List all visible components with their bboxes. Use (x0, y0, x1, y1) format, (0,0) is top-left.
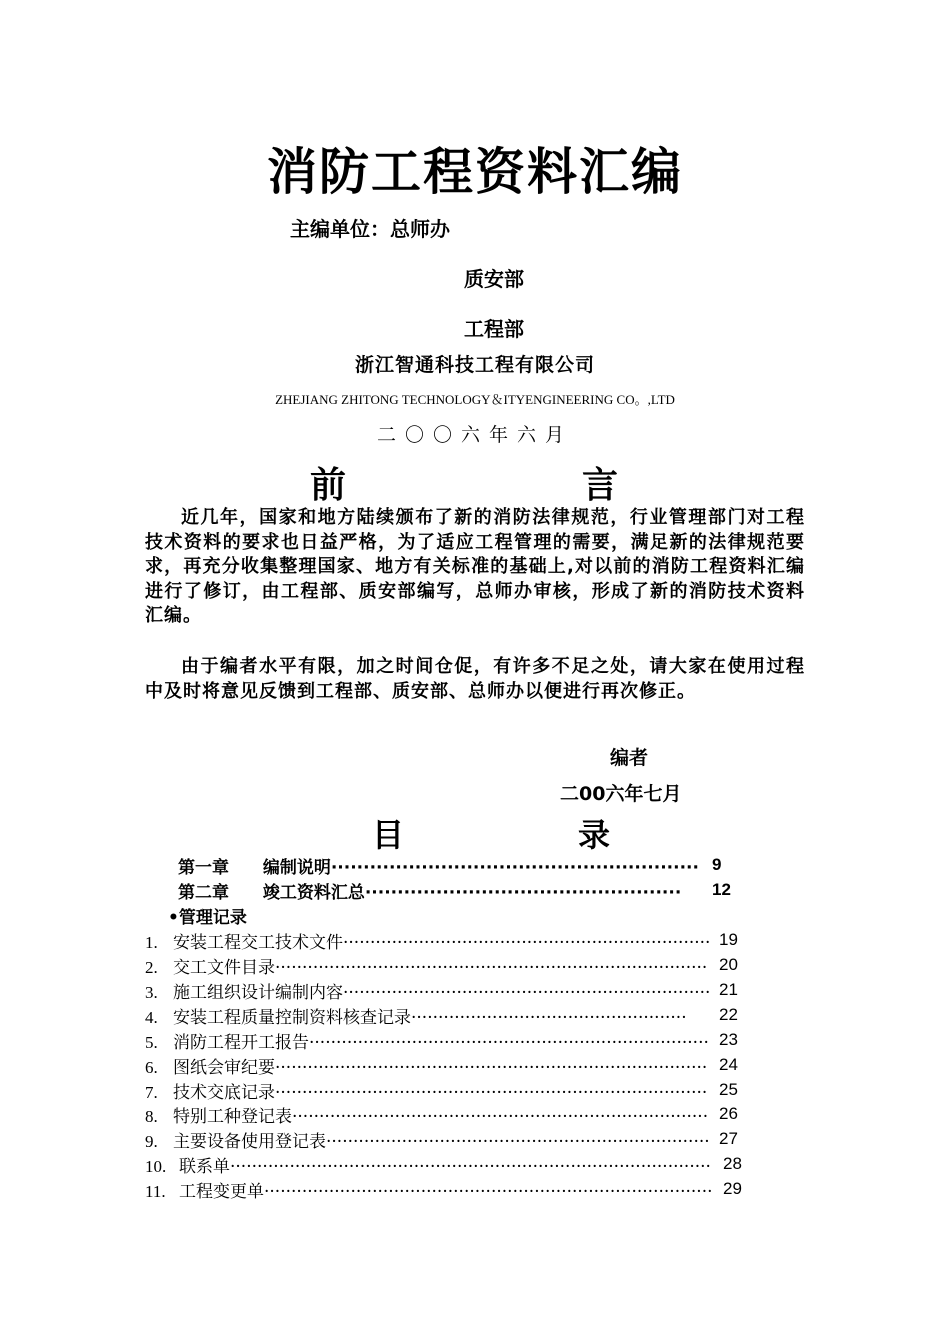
toc-item-5[interactable]: 5. 消防工程开工报告·········································································· 23 (145, 1030, 738, 1053)
toc-item-title: 主要设备使用登记表 (173, 1132, 326, 1152)
toc-item-title: 图纸会审纪要 (173, 1058, 275, 1078)
toc-item-6[interactable]: 6. 图纸会审纪要················································································ 24 (145, 1055, 738, 1078)
toc-chapter-1[interactable] (178, 853, 738, 878)
toc-item-2[interactable]: 2. 交工文件目录················································································ 20 (145, 955, 738, 978)
toc-leader-dots: ························································· (330, 858, 699, 878)
toc-item-title: 安装工程交工技术文件 (173, 933, 343, 953)
editor-unit-2: 质安部 (464, 267, 524, 291)
toc-item-4[interactable]: 4. 安装工程质量控制资料核查记录··················································· 22 (145, 1005, 738, 1028)
toc-item-title: 工程变更单 (179, 1182, 264, 1202)
toc-item-page: 23 (719, 1030, 738, 1049)
page-title: 消防工程资料汇编 (267, 143, 683, 201)
toc-leader-dots: ················································· (364, 883, 682, 903)
toc-heading-right: 录 (578, 816, 611, 854)
toc-group-label: •管理记录 (168, 908, 247, 928)
toc-item-3[interactable]: 3. 施工组织设计编制内容···································································· 21 (145, 980, 738, 1003)
toc-item-10[interactable]: 10. 联系单························································································· 28 (145, 1154, 742, 1177)
editor-line (290, 213, 450, 242)
toc-chapter-title: 编制说明 (262, 858, 331, 878)
toc-item-title: 联系单 (179, 1157, 230, 1177)
toc-item-page: 24 (719, 1055, 738, 1074)
toc-chapter-page: 12 (712, 880, 731, 899)
toc-item-page: 22 (719, 1005, 738, 1024)
toc-item-page: 25 (719, 1080, 738, 1099)
toc-item-7[interactable]: 7. 技术交底记录················································································ 25 (145, 1080, 738, 1103)
toc-item-9[interactable]: 9. 主要设备使用登记表······································································· 27 (145, 1129, 738, 1152)
toc-chapter-2[interactable] (178, 878, 738, 903)
toc-item-title: 技术交底记录 (173, 1083, 275, 1103)
toc-item-title: 特别工种登记表 (173, 1107, 292, 1127)
preface-sign-date: 二00六年七月 (560, 783, 682, 805)
toc-item-page: 21 (719, 980, 738, 999)
company-name-cn: 浙江智通科技工程有限公司 (354, 354, 595, 376)
toc-item-page: 29 (723, 1179, 742, 1198)
toc-item-title: 安装工程质量控制资料核查记录 (173, 1008, 411, 1028)
toc-item-page: 28 (723, 1154, 742, 1173)
editor-unit-1: 总师办 (390, 217, 450, 241)
publish-date: 二〇〇六年六月 (376, 424, 573, 446)
editor-unit-3: 工程部 (464, 317, 524, 341)
toc-item-page: 20 (719, 955, 738, 974)
preface-paragraph-1: 近几年，国家和地方陆续颁布了新的消防法律规范，行业管理部门对工程技术资料的要求也日益严格，为了适应工程管理的需要，满足新的法律规范要求，再充分收集整理国家、地方有关标准的基础上,对以前的消防工程资料汇编进行了修订，由工程部、质安部编写，总师办审核，形成了新的消防技术资料汇编。 (145, 507, 805, 626)
toc-chapter-label: 第一章 (178, 858, 229, 878)
toc-item-11[interactable]: 11. 工程变更单··················································································· 29 (145, 1179, 742, 1202)
toc-item-title: 消防工程开工报告 (173, 1033, 309, 1053)
preface-heading-left: 前 (310, 465, 347, 506)
toc-item-1[interactable]: 1. 安装工程交工技术文件···································································· 19 (145, 930, 738, 953)
editor-label: 主编单位： (290, 217, 390, 241)
toc-chapter-label: 第二章 (178, 883, 229, 903)
toc-chapter-title: 竣工资料汇总 (262, 883, 365, 903)
preface-paragraph-2: 由于编者水平有限，加之时间仓促，有许多不足之处，请大家在使用过程中及时将意见反馈到工程部、质安部、总师办以便进行再次修正。 (145, 656, 805, 702)
toc-heading-left: 目 (372, 816, 405, 854)
preface-signature: 编者 (610, 747, 649, 769)
toc-item-title: 交工文件目录 (173, 958, 275, 978)
toc-item-page: 26 (719, 1104, 738, 1123)
toc-chapter-page: 9 (712, 855, 722, 874)
toc-item-page: 19 (719, 930, 738, 949)
toc-item-8[interactable]: 8. 特别工种登记表············································································· 26 (145, 1104, 738, 1127)
preface-heading-right: 言 (582, 465, 619, 506)
toc-item-title: 施工组织设计编制内容 (173, 983, 343, 1003)
company-name-en: ZHEJIANG ZHITONG TECHNOLOGY＆ITYENGINEERING CO。,LTD (275, 392, 675, 407)
toc-item-page: 27 (719, 1129, 738, 1148)
